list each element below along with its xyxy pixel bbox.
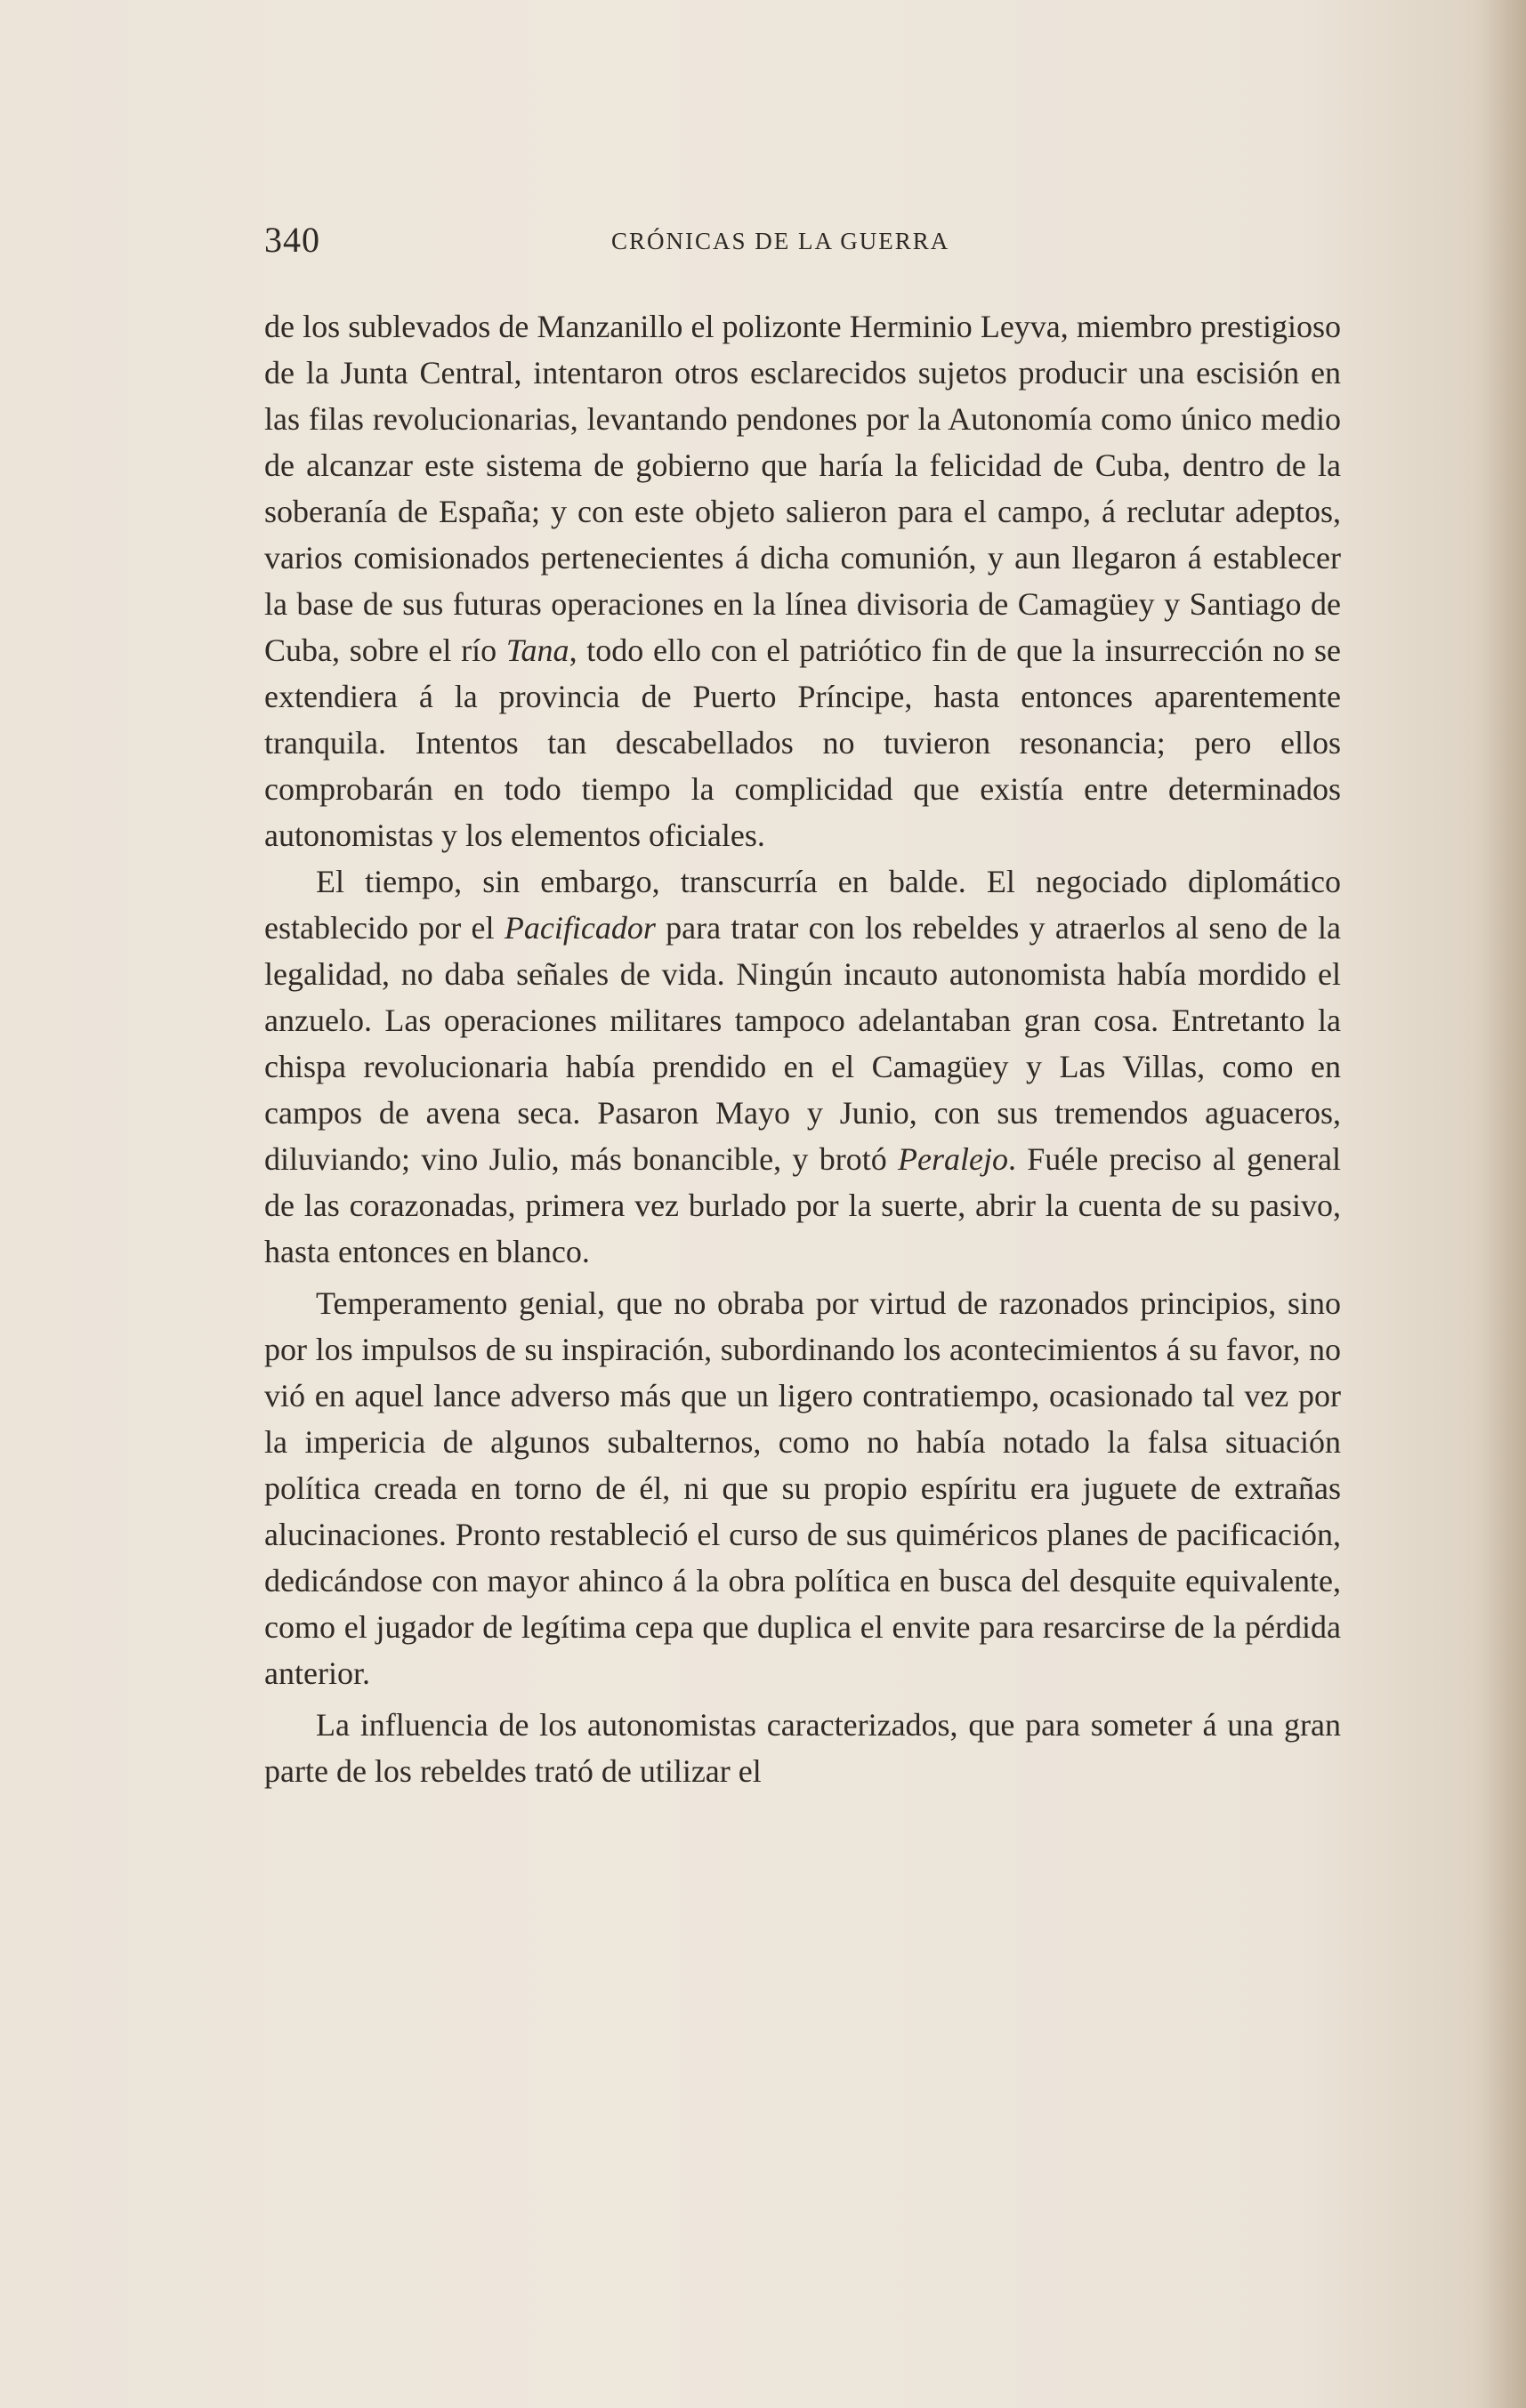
paragraph-1 xyxy=(264,303,1341,858)
paragraph-4 xyxy=(264,1702,1341,1794)
paragraph-1-italic-tana: Tana xyxy=(505,632,569,668)
paragraph-2-text-c: . Fuéle preciso al general de las corazonadas, primera vez burlado por la suerte, abrir la cuenta de su pasivo, hasta entonces en blanco. xyxy=(264,1141,1341,1269)
paragraph-1-text-b: , todo ello con el patriótico fin de que la insurrección no se extendiera á la provincia de Puerto Príncipe, hasta entonces aparentemente tranquila. Intentos tan descabellados no tuvieron resonancia; pero ellos comprobarán en todo tiempo la complicidad que existía entre determinados autonomistas y los elementos oficiales. xyxy=(264,632,1341,853)
paragraph-4-text: La influencia de los autonomistas caracterizados, que para someter á una gran parte de los rebeldes trató de utilizar el xyxy=(264,1707,1341,1789)
paragraph-2-italic-pacificador: Pacificador xyxy=(504,910,656,946)
paragraph-2-text-b: para tratar con los rebeldes y atraerlos al seno de la legalidad, no daba señales de vida. Ningún incauto autonomista había mordido el anzuelo. Las operaciones militares tampoco adelantaban gran cosa. Entretanto la chispa revolucionaria había prendido en el Camagüey y Las Villas, como en campos de avena seca. Pasaron Mayo y Junio, con sus tremendos aguaceros, diluviando; vino Julio, más bonancible, y brotó xyxy=(264,910,1341,1177)
paragraph-2-text-a: El tiempo, sin embargo, transcurría en balde. El negociado diplomático establecido por el xyxy=(264,864,1341,946)
page-number: 340 xyxy=(264,220,320,260)
paragraph-2 xyxy=(264,858,1341,1275)
paragraph-3-text: Temperamento genial, que no obraba por virtud de razonados principios, sino por los impulsos de su inspiración, subordinando los acontecimientos á su favor, no vió en aquel lance adverso más que un ligero contratiempo, ocasionado tal vez por la impericia de algunos subalternos, como no había notado la falsa situación política creada en torno de él, ni que su propio espíritu era juguete de extrañas alucinaciones. Pronto restableció el curso de sus quiméricos planes de pacificación, dedicándose con mayor ahinco á la obra política en busca del desquite equivalente, como el jugador de legítima cepa que duplica el envite para resarcirse de la pérdida anterior. xyxy=(264,1285,1341,1691)
page-header xyxy=(264,219,1341,262)
page-edge-shadow xyxy=(1473,0,1526,2408)
running-head: CRÓNICAS DE LA GUERRA xyxy=(611,228,950,254)
paragraph-1-text-a: de los sublevados de Manzanillo el polizonte Herminio Leyva, miembro prestigioso de la Junta Central, intentaron otros esclarecidos sujetos producir una escisión en las filas revolucionarias, levantando pendones por la Autonomía como único medio de alcanzar este sistema de gobierno que haría la felicidad de Cuba, dentro de la soberanía de España; y con este objeto salieron para el campo, á reclutar adeptos, varios comisionados pertenecientes á dicha comunión, y aun llegaron á establecer la base de sus futuras operaciones en la línea divisoria de Camagüey y Santiago de Cuba, sobre el río xyxy=(264,309,1341,668)
paragraph-3 xyxy=(264,1280,1341,1696)
paragraph-2-italic-peralejo: Peralejo xyxy=(898,1141,1008,1177)
body-text xyxy=(264,303,1341,1794)
